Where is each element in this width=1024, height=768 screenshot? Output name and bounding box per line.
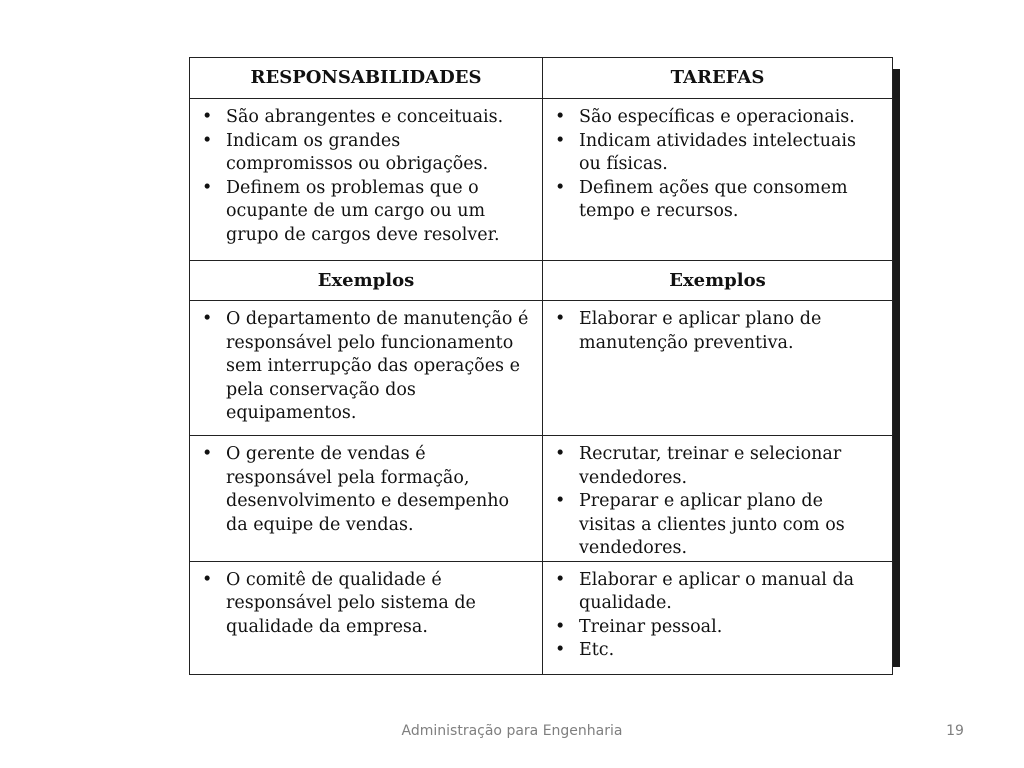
bullet-item — [555, 639, 882, 663]
example-tarefa-list — [543, 436, 892, 561]
bullet-glyph: • — [555, 616, 566, 637]
example-responsabilidade-cell — [190, 436, 543, 562]
bullet-glyph: • — [555, 107, 566, 127]
bullet-item — [555, 490, 882, 561]
bullet-item — [202, 569, 532, 640]
page-number: 19 — [946, 723, 964, 739]
bullet-item — [555, 616, 882, 640]
bullet-item — [555, 130, 882, 177]
bullet-item — [555, 177, 882, 224]
example-responsabilidade-list — [190, 436, 542, 537]
example-tarefa-list — [543, 301, 892, 355]
definitions-tarefas-list — [543, 99, 892, 224]
example-tarefa-cell — [543, 561, 893, 674]
bullet-glyph: • — [202, 444, 213, 464]
header-tarefas: TAREFAS — [543, 58, 893, 99]
footer-title: Administração para Engenharia — [401, 723, 623, 739]
bullet-text: Elaborar e aplicar plano de manutenção preventiva. — [579, 309, 822, 353]
example-responsabilidade-cell — [190, 561, 543, 674]
definitions-tarefas-cell — [543, 99, 893, 261]
bullet-glyph: • — [555, 640, 566, 660]
bullet-text: Treinar pessoal. — [579, 616, 723, 637]
bullet-text: Definem ações que consomem tempo e recursos. — [579, 177, 848, 221]
bullet-glyph: • — [202, 309, 213, 329]
bullet-item — [202, 130, 532, 177]
bullet-item — [202, 443, 532, 537]
bullet-item — [202, 106, 532, 130]
bullet-item — [555, 106, 882, 130]
bullet-item — [202, 177, 532, 248]
bullet-text: Etc. — [579, 640, 615, 660]
bullet-text: O gerente de vendas é responsável pela formação, desenvolvimento e desempenho da equipe de vendas. — [226, 444, 510, 535]
bullet-text: O comitê de qualidade é responsável pelo sistema de qualidade da empresa. — [226, 569, 476, 637]
bullet-item — [202, 308, 532, 426]
bullet-text: São específicas e operacionais. — [579, 107, 855, 127]
example-tarefa-cell — [543, 301, 893, 436]
example-responsabilidade-list — [190, 301, 542, 426]
example-tarefa-list — [543, 562, 892, 663]
definitions-responsabilidades-cell — [190, 99, 543, 261]
table-shadow-right — [892, 69, 900, 667]
example-responsabilidade-cell — [190, 301, 543, 436]
bullet-glyph: • — [202, 569, 213, 590]
responsibilities-tasks-table-figure — [189, 57, 892, 658]
definitions-row — [190, 99, 893, 261]
bullet-text: Recrutar, treinar e selecionar vendedores. — [579, 444, 842, 488]
bullet-glyph: • — [202, 177, 213, 198]
definitions-responsabilidades-list — [190, 99, 542, 247]
bullet-glyph: • — [555, 444, 566, 464]
example-tarefa-cell — [543, 436, 893, 562]
bullet-text: Indicam os grandes compromissos ou obrigações. — [226, 130, 489, 174]
responsibilities-tasks-table — [189, 57, 893, 675]
bullet-glyph: • — [202, 130, 213, 151]
example-row-sales — [190, 436, 893, 562]
bullet-glyph: • — [555, 177, 566, 198]
example-responsabilidade-list — [190, 562, 542, 640]
header-responsabilidades: RESPONSABILIDADES — [190, 58, 543, 99]
bullet-glyph: • — [555, 309, 566, 329]
bullet-item — [555, 308, 882, 355]
bullet-item — [555, 569, 882, 616]
examples-header-left: Exemplos — [190, 261, 543, 301]
bullet-text: Indicam atividades intelectuais ou físicas. — [579, 130, 856, 174]
bullet-text: Preparar e aplicar plano de visitas a clientes junto com os vendedores. — [579, 491, 845, 558]
examples-header-right: Exemplos — [543, 261, 893, 301]
bullet-text: São abrangentes e conceituais. — [226, 107, 504, 127]
example-row-maintenance — [190, 301, 893, 436]
bullet-text: Definem os problemas que o ocupante de um cargo ou um grupo de cargos deve resolver. — [226, 177, 500, 245]
bullet-glyph: • — [555, 491, 566, 511]
example-row-quality — [190, 561, 893, 674]
bullet-text: O departamento de manutenção é responsável pelo funcionamento sem interrupção das operações e pela conservação dos equipamentos. — [226, 309, 529, 423]
bullet-text: Elaborar e aplicar o manual da qualidade. — [579, 569, 855, 613]
bullet-glyph: • — [555, 130, 566, 151]
bullet-item — [555, 443, 882, 490]
bullet-glyph: • — [555, 569, 566, 590]
table-header-row — [190, 58, 893, 99]
examples-header-row — [190, 261, 893, 301]
bullet-glyph: • — [202, 107, 213, 127]
